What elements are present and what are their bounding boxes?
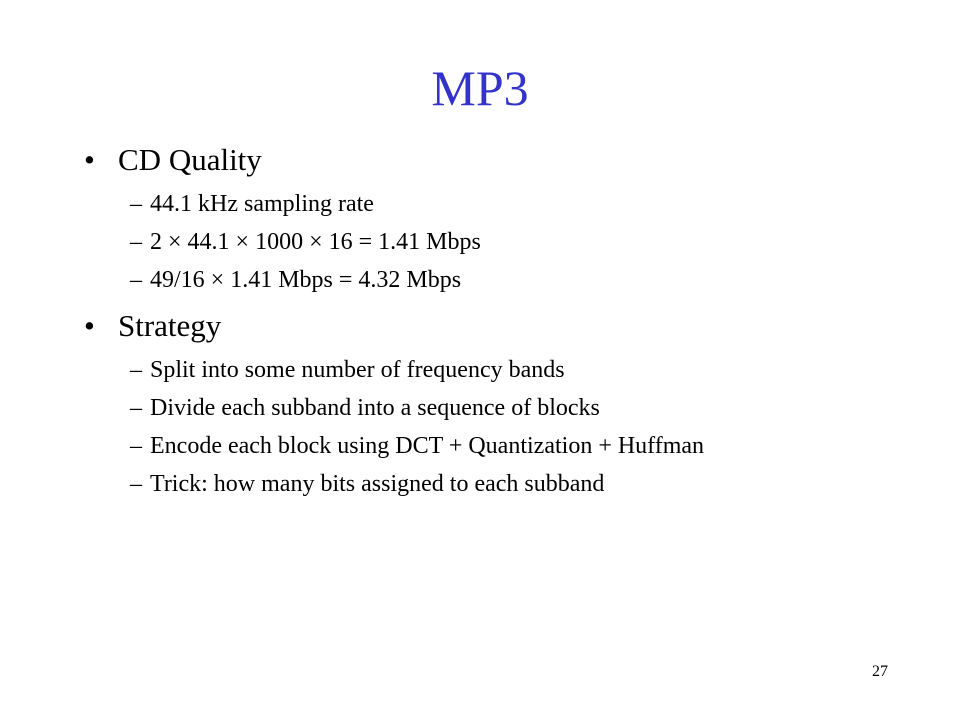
sub-item <box>84 190 804 218</box>
sub-mark: – <box>130 395 142 421</box>
sub-list-cd-quality <box>84 190 804 294</box>
bullet-heading: CD Quality <box>118 142 262 177</box>
sub-mark: – <box>130 433 142 459</box>
sub-list-strategy <box>84 356 804 498</box>
sub-mark: – <box>130 191 142 217</box>
bullet-mark: • <box>84 142 95 177</box>
sub-item-text: Encode each block using DCT + Quantization + Huffman <box>150 433 705 459</box>
sub-mark: – <box>130 229 142 255</box>
slide-title: MP3 <box>431 60 529 116</box>
sub-item-text: Split into some number of frequency bands <box>150 357 565 383</box>
sub-mark: – <box>130 267 142 293</box>
section-cd-quality <box>84 138 804 294</box>
bullet-heading: Strategy <box>118 308 222 343</box>
sub-item <box>84 228 804 256</box>
sub-item-text: Trick: how many bits assigned to each subband <box>150 471 605 497</box>
sub-item <box>84 356 804 384</box>
sub-item-text: 49/16 × 1.41 Mbps = 4.32 Mbps <box>150 267 462 293</box>
sub-item-text: Divide each subband into a sequence of blocks <box>150 395 600 421</box>
sub-item <box>84 470 804 498</box>
page-number: 27 <box>872 663 888 680</box>
sub-item <box>84 266 804 294</box>
sub-mark: – <box>130 357 142 383</box>
sub-item-text: 44.1 kHz sampling rate <box>150 191 374 217</box>
sub-item <box>84 394 804 422</box>
sub-item <box>84 432 804 460</box>
bullet-cd-quality <box>84 138 804 182</box>
sub-item-text: 2 × 44.1 × 1000 × 16 = 1.41 Mbps <box>150 229 481 255</box>
section-strategy <box>84 304 804 498</box>
bullet-mark: • <box>84 308 95 343</box>
slide-content <box>84 138 804 508</box>
sub-mark: – <box>130 471 142 497</box>
bullet-strategy <box>84 304 804 348</box>
